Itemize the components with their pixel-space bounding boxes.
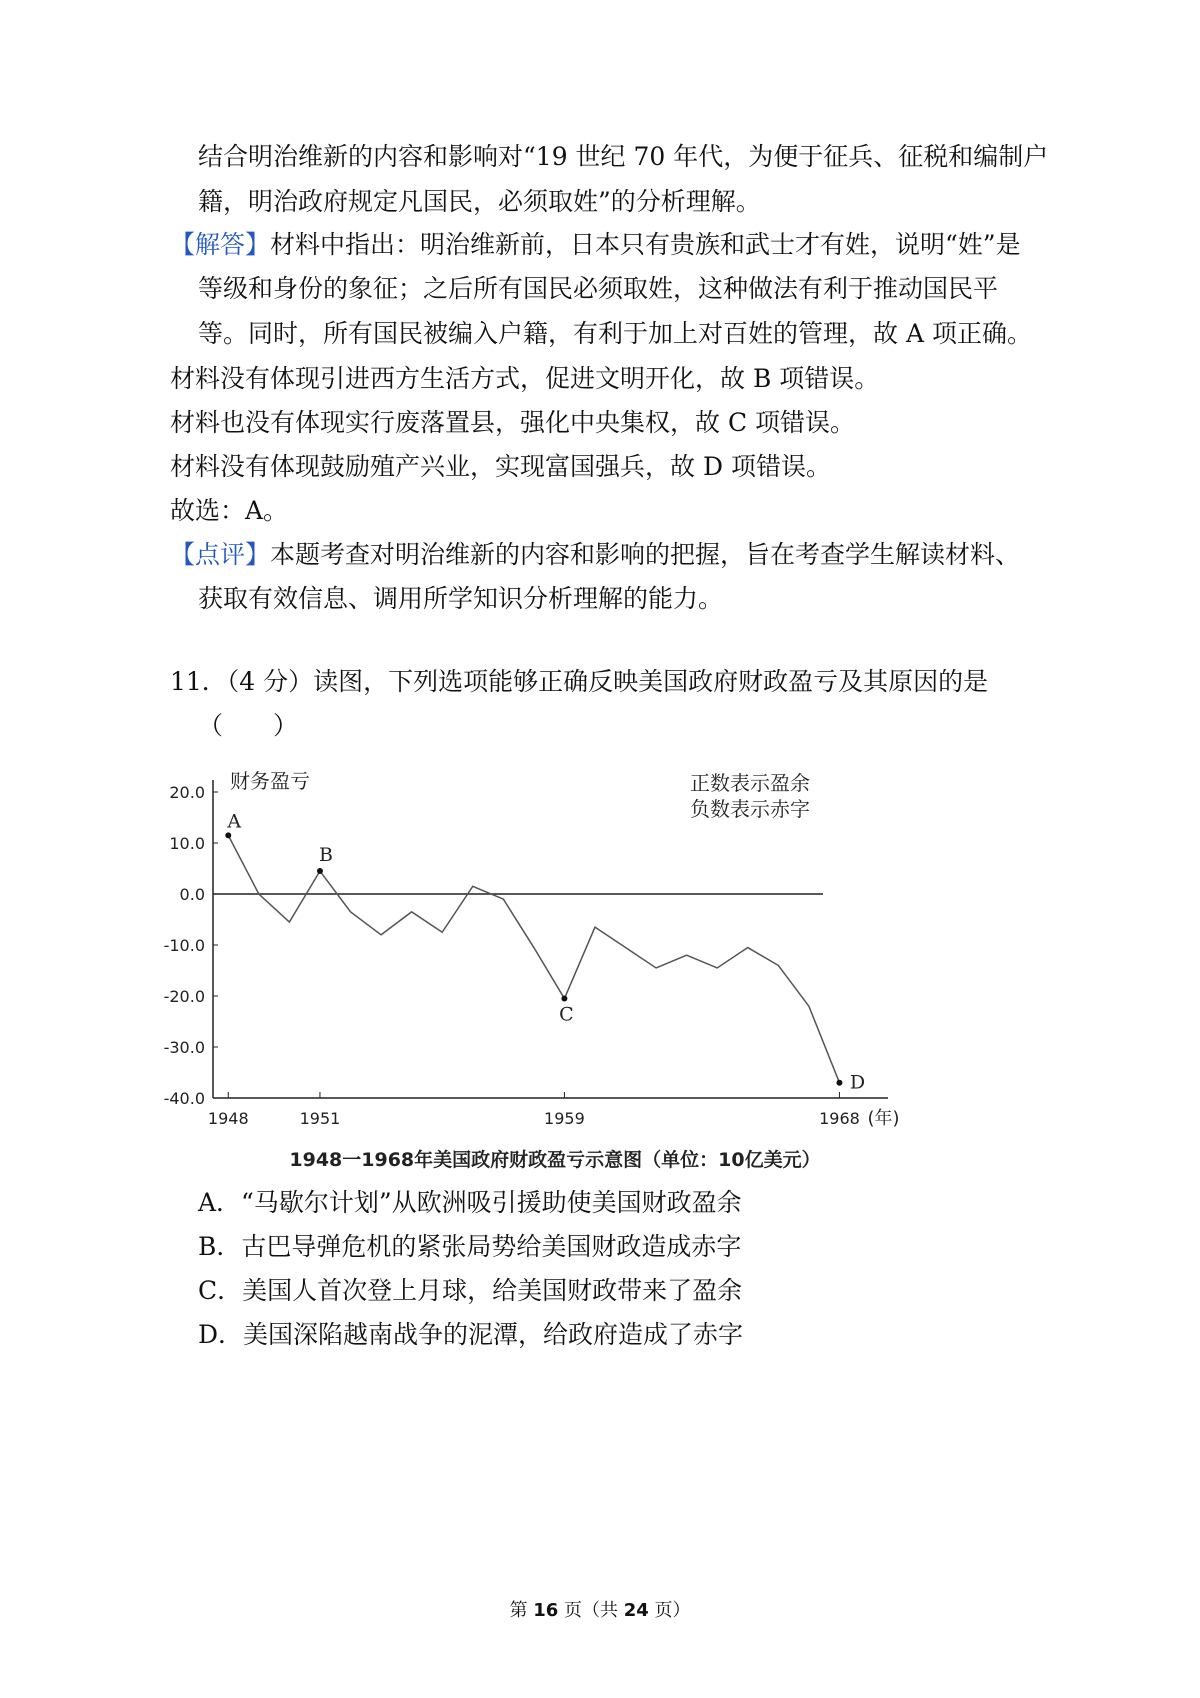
comment-line-1 [170,538,1020,572]
footer-page-number: 16 [533,1600,559,1621]
legend-note-2: 负数表示赤字 [690,797,810,821]
y-tick-label: 0.0 [179,885,205,904]
data-point-b [317,868,323,874]
comment-text-1: 本题考查对明治维新的内容和影响的把握，旨在考查学生解读材料、 [270,540,1021,569]
y-tick-label: -30.0 [163,1038,205,1057]
point-label-c: C [559,1003,574,1026]
point-label-b: B [318,844,333,867]
y-tick-label: 10.0 [169,834,205,853]
option-c: C．美国人首次登上月球，给美国财政带来了盈余 [198,1276,743,1305]
answer-line-2: 等级和身份的象征；之后所有国民必须取姓，这种做法有利于推动国民平 [198,274,999,303]
analysis-line-2: 籍，明治政府规定凡国民，必须取姓”的分析理解。 [198,187,761,216]
y-tick-label: 20.0 [169,783,205,802]
footer-middle: 页（共 [558,1600,624,1621]
x-tick-label: 1959 [544,1109,585,1128]
legend-note-1: 正数表示盈余 [690,771,810,795]
footer-suffix: 页） [648,1600,691,1621]
y-tick-label: -10.0 [163,936,205,955]
page-footer [0,1599,1200,1623]
analysis-line-1: 结合明治维新的内容和影响对“19 世纪 70 年代，为便于征兵、征税和编制户 [198,142,1049,171]
x-tick-label: 1951 [299,1109,341,1128]
deficit-chart [150,765,980,1185]
data-point-a [225,832,231,838]
footer-total-pages: 24 [623,1600,649,1621]
chart-caption: 1948一1968年美国政府财政盈亏示意图（单位：10亿美元） [289,1149,821,1171]
option-a: A．“马歇尔计划”从欧洲吸引援助使美国财政盈余 [198,1188,742,1217]
answer-line-3: 等。同时，所有国民被编入户籍，有利于加上对百姓的管理，故 A 项正确。 [198,319,1032,348]
point-label-d: D [849,1071,866,1094]
answer-line-1 [170,228,1021,262]
x-tick-label: 1968 [819,1109,860,1128]
answer-tag: 【解答】 [170,230,271,259]
comment-line-2: 获取有效信息、调用所学知识分析理解的能力。 [198,584,724,613]
option-d: D．美国深陷越南战争的泥潭，给政府造成了赤字 [198,1320,744,1349]
x-axis-unit: (年) [867,1108,900,1129]
data-point-c [561,996,567,1002]
point-label-a: A [227,810,242,833]
answer-line-7: 故选：A。 [170,496,289,525]
deficit-chart-svg [150,765,980,1185]
question-blank: （ ） [198,711,299,740]
x-tick-label: 1948 [207,1109,249,1128]
footer-prefix: 第 [509,1600,534,1621]
y-axis-label: 财务盈亏 [230,769,310,793]
comment-tag: 【点评】 [170,540,271,569]
y-tick-label: -40.0 [163,1089,205,1108]
option-b: B．古巴导弹危机的紧张局势给美国财政造成赤字 [198,1232,742,1261]
answer-line-6: 材料没有体现鼓励殖产兴业，实现富国强兵，故 D 项错误。 [170,452,831,481]
answer-line-5: 材料也没有体现实行废落置县，强化中央集权，故 C 项错误。 [170,408,856,437]
answer-text-1: 材料中指出：明治维新前，日本只有贵族和武士才有姓，说明“姓”是 [270,230,1021,259]
y-tick-label: -20.0 [163,987,205,1006]
data-point-d [836,1080,842,1086]
answer-line-4: 材料没有体现引进西方生活方式，促进文明开化，故 B 项错误。 [170,364,880,393]
question-stem: 11．（4 分）读图，下列选项能够正确反映美国政府财政盈亏及其原因的是 [170,667,989,696]
